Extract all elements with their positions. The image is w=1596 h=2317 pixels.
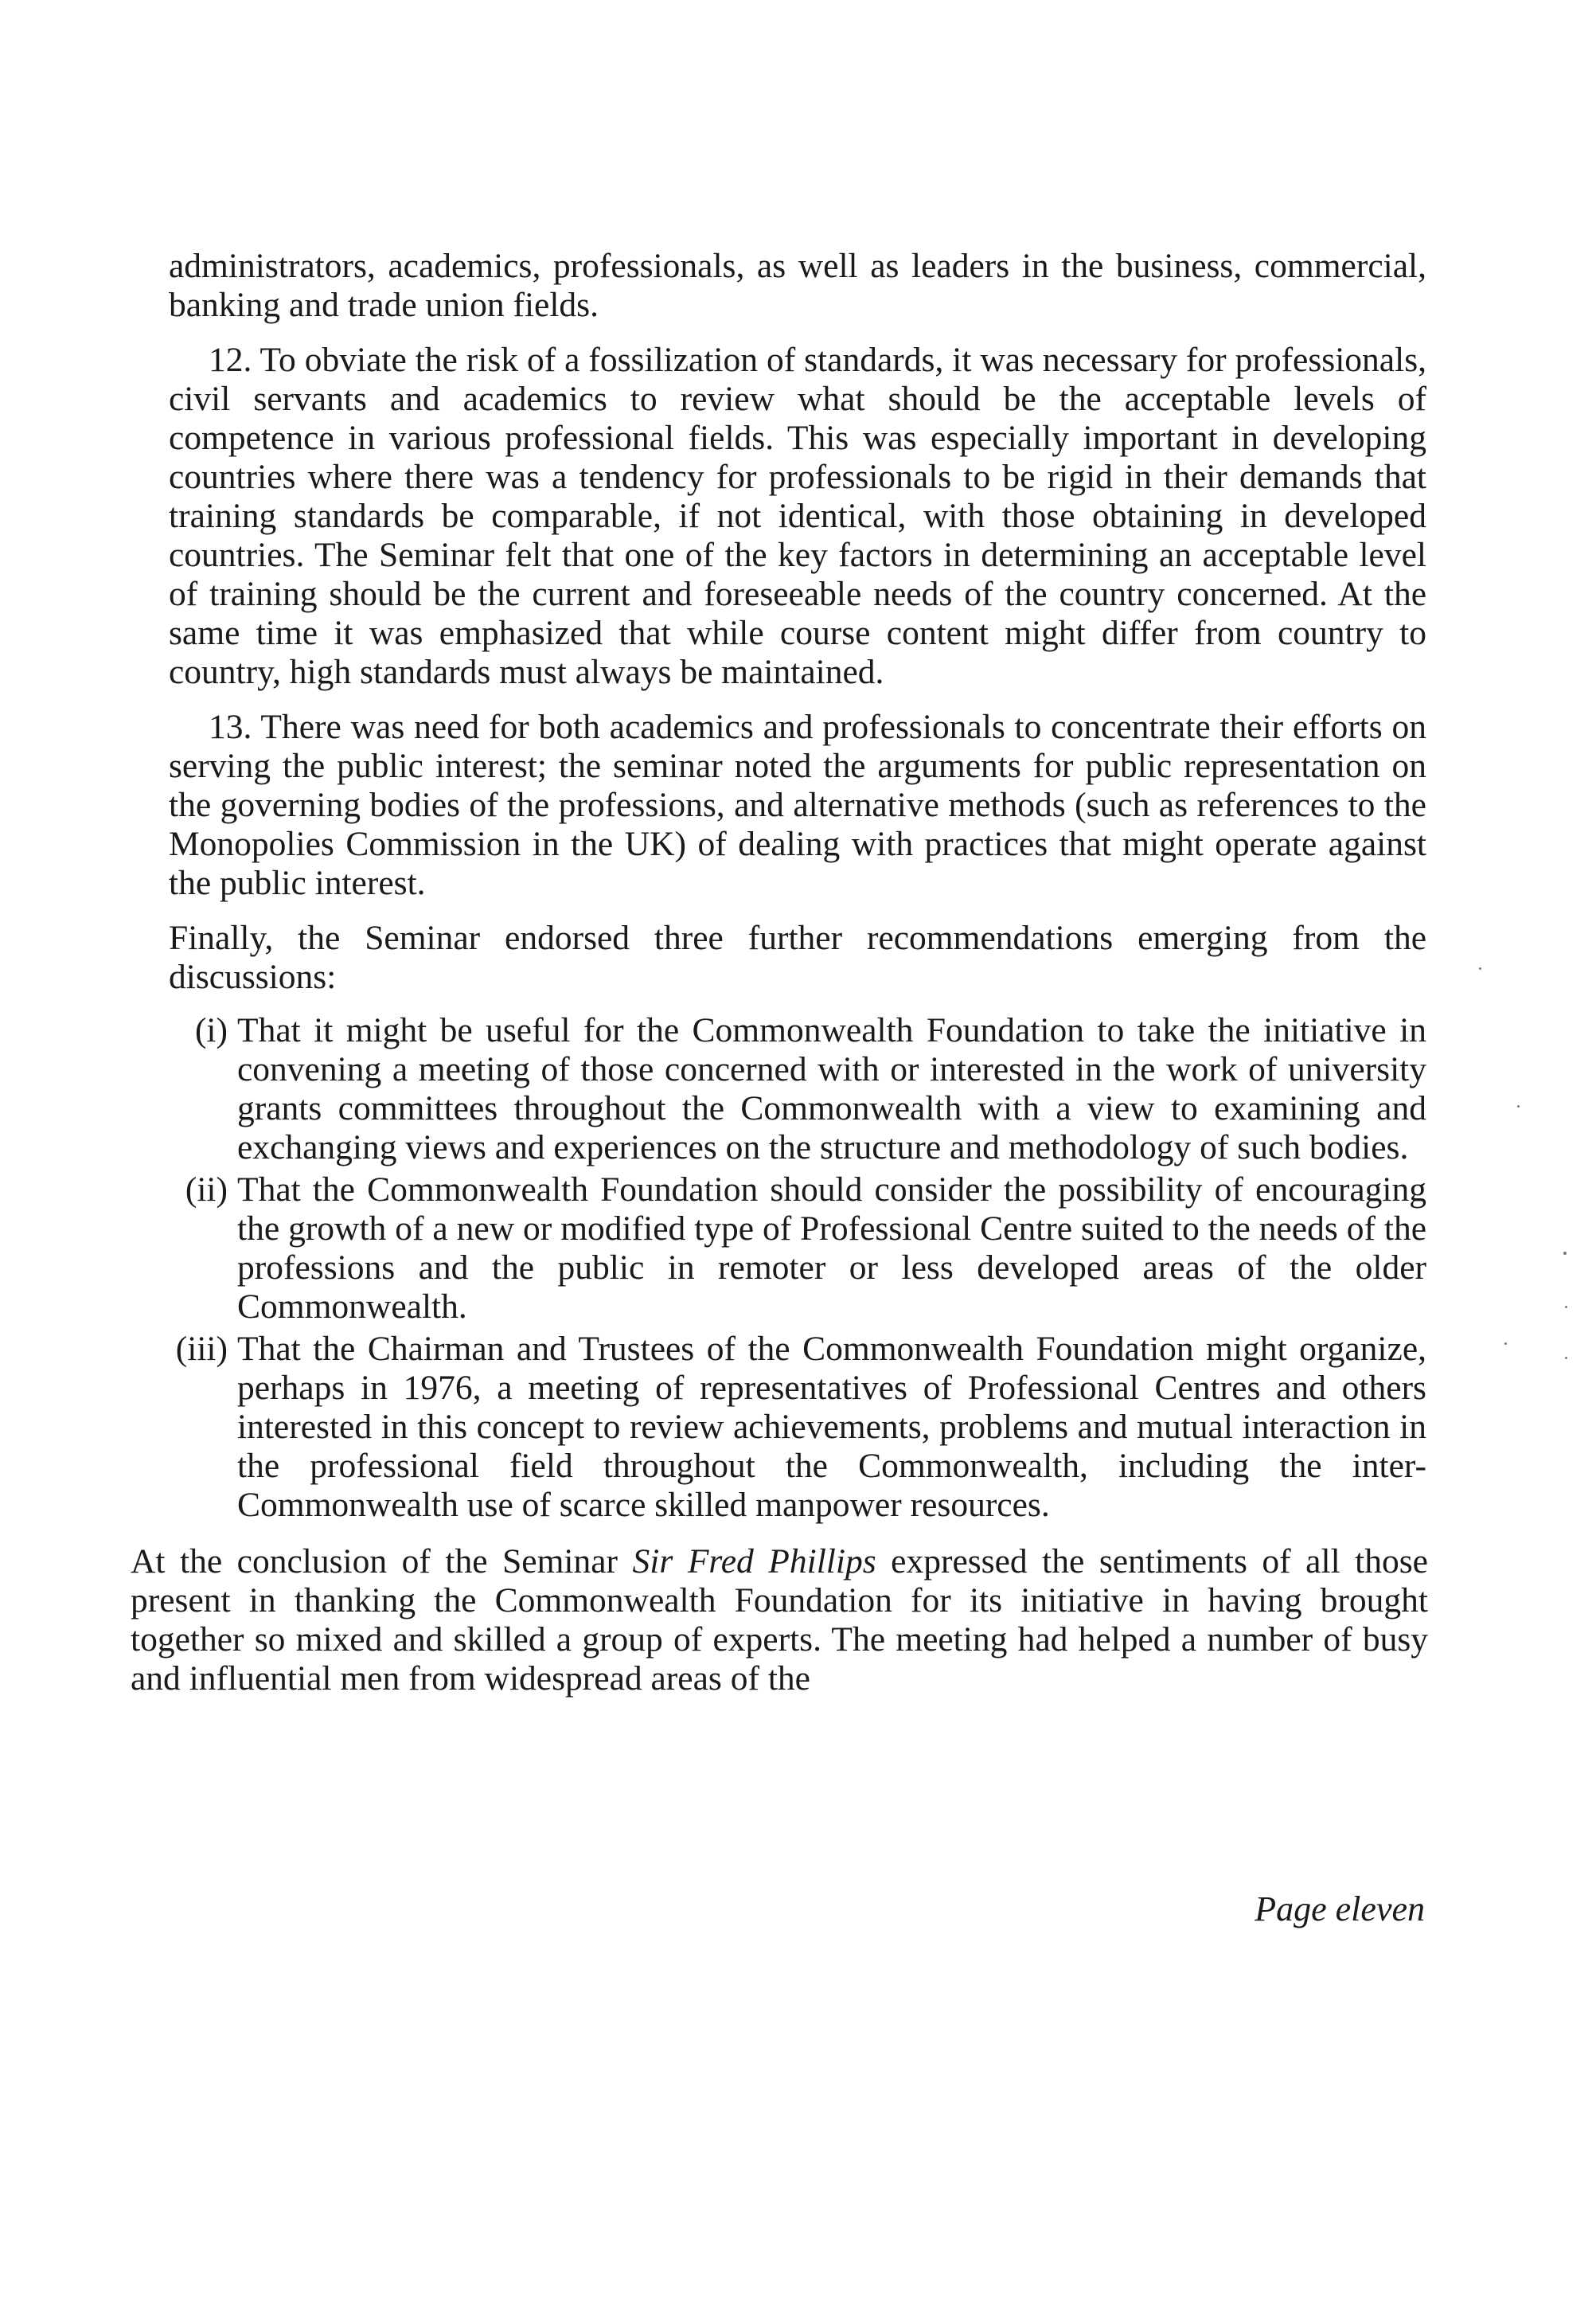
- scan-speck: [1479, 967, 1481, 970]
- list-marker: (iii): [175, 1330, 228, 1368]
- paragraph-finally: Finally, the Seminar endorsed three further recommendations emerging from the discussions:: [169, 919, 1426, 996]
- speaker-name: Sir Fred Phillips: [632, 1542, 876, 1580]
- paragraph-12: 12. To obviate the risk of a fossilization of standards, it was necessary for professionals, civil servants and academics to review what should be the acceptable levels of competence in various professional fields. This was especially important in developing countries where there was a tendency for professionals to be rigid in their demands that training standards be comparable, if not identical, with those obtaining in developed countries. The Seminar felt that one of the key factors in determining an acceptable level of training should be the current and foreseeable needs of the country concerned. At the same time it was emphasized that while course content might differ from country to country, high standards must always be maintained.: [169, 341, 1426, 691]
- paragraph-13: 13. There was need for both academics and professionals to concentrate their efforts on serving the public interest; the seminar noted the arguments for public representation on the governing bodies of the professions, and alternative methods (such as references to the Monopolies Commission in the UK) of dealing with practices that might operate against the public interest.: [169, 708, 1426, 902]
- paragraph-continuation: administrators, academics, professionals, as well as leaders in the business, commercial, banking and trade union fields.: [169, 247, 1426, 324]
- recommendation-text: That the Commonwealth Foundation should consider the possibility of encouraging the growth of a new or modified type of Professional Centre suited to the needs of the professions and the public in remoter or less developed areas of the older Commonwealth.: [237, 1170, 1426, 1326]
- scan-speck: [1563, 1252, 1567, 1255]
- recommendation-text: That the Chairman and Trustees of the Commonwealth Foundation might organize, perhaps in 1976, a meeting of representatives of Professional Centres and others interested in this concept to review achievements, problems and mutual interaction in the professional field throughout the Commonwealth, including the inter-Commonwealth use of scarce skilled manpower resources.: [237, 1330, 1426, 1524]
- recommendation-item: [169, 1170, 1426, 1327]
- page-number: Page eleven: [1255, 1889, 1425, 1928]
- scan-speck: [1565, 1357, 1567, 1359]
- recommendation-item: [169, 1011, 1426, 1167]
- closing-text-start: At the conclusion of the Seminar: [131, 1542, 633, 1580]
- scan-speck: [1504, 1342, 1507, 1345]
- scan-speck: [1565, 1306, 1567, 1308]
- scan-speck: [1517, 1105, 1520, 1108]
- document-page: [131, 247, 1428, 1698]
- list-marker: (ii): [185, 1170, 228, 1209]
- recommendation-text: That it might be useful for the Commonwealth Foundation to take the initiative in convening a meeting of those concerned with or interested in the work of university grants committees throughout the Commonwealth with a view to examining and exchanging views and experiences on the structure and methodology of such bodies.: [237, 1011, 1426, 1166]
- recommendations-list: [169, 1011, 1426, 1525]
- recommendation-item: [169, 1330, 1426, 1525]
- closing-text-end: expressed the sentiments of all those present in thanking the Commonwealth Foundation for its initiative in having brought together so mixed and skilled a group of experts. The meeting had helped a number of busy and influential men from widespread areas of the: [131, 1542, 1428, 1698]
- list-marker: (i): [194, 1011, 228, 1049]
- closing-paragraph: [131, 1542, 1428, 1698]
